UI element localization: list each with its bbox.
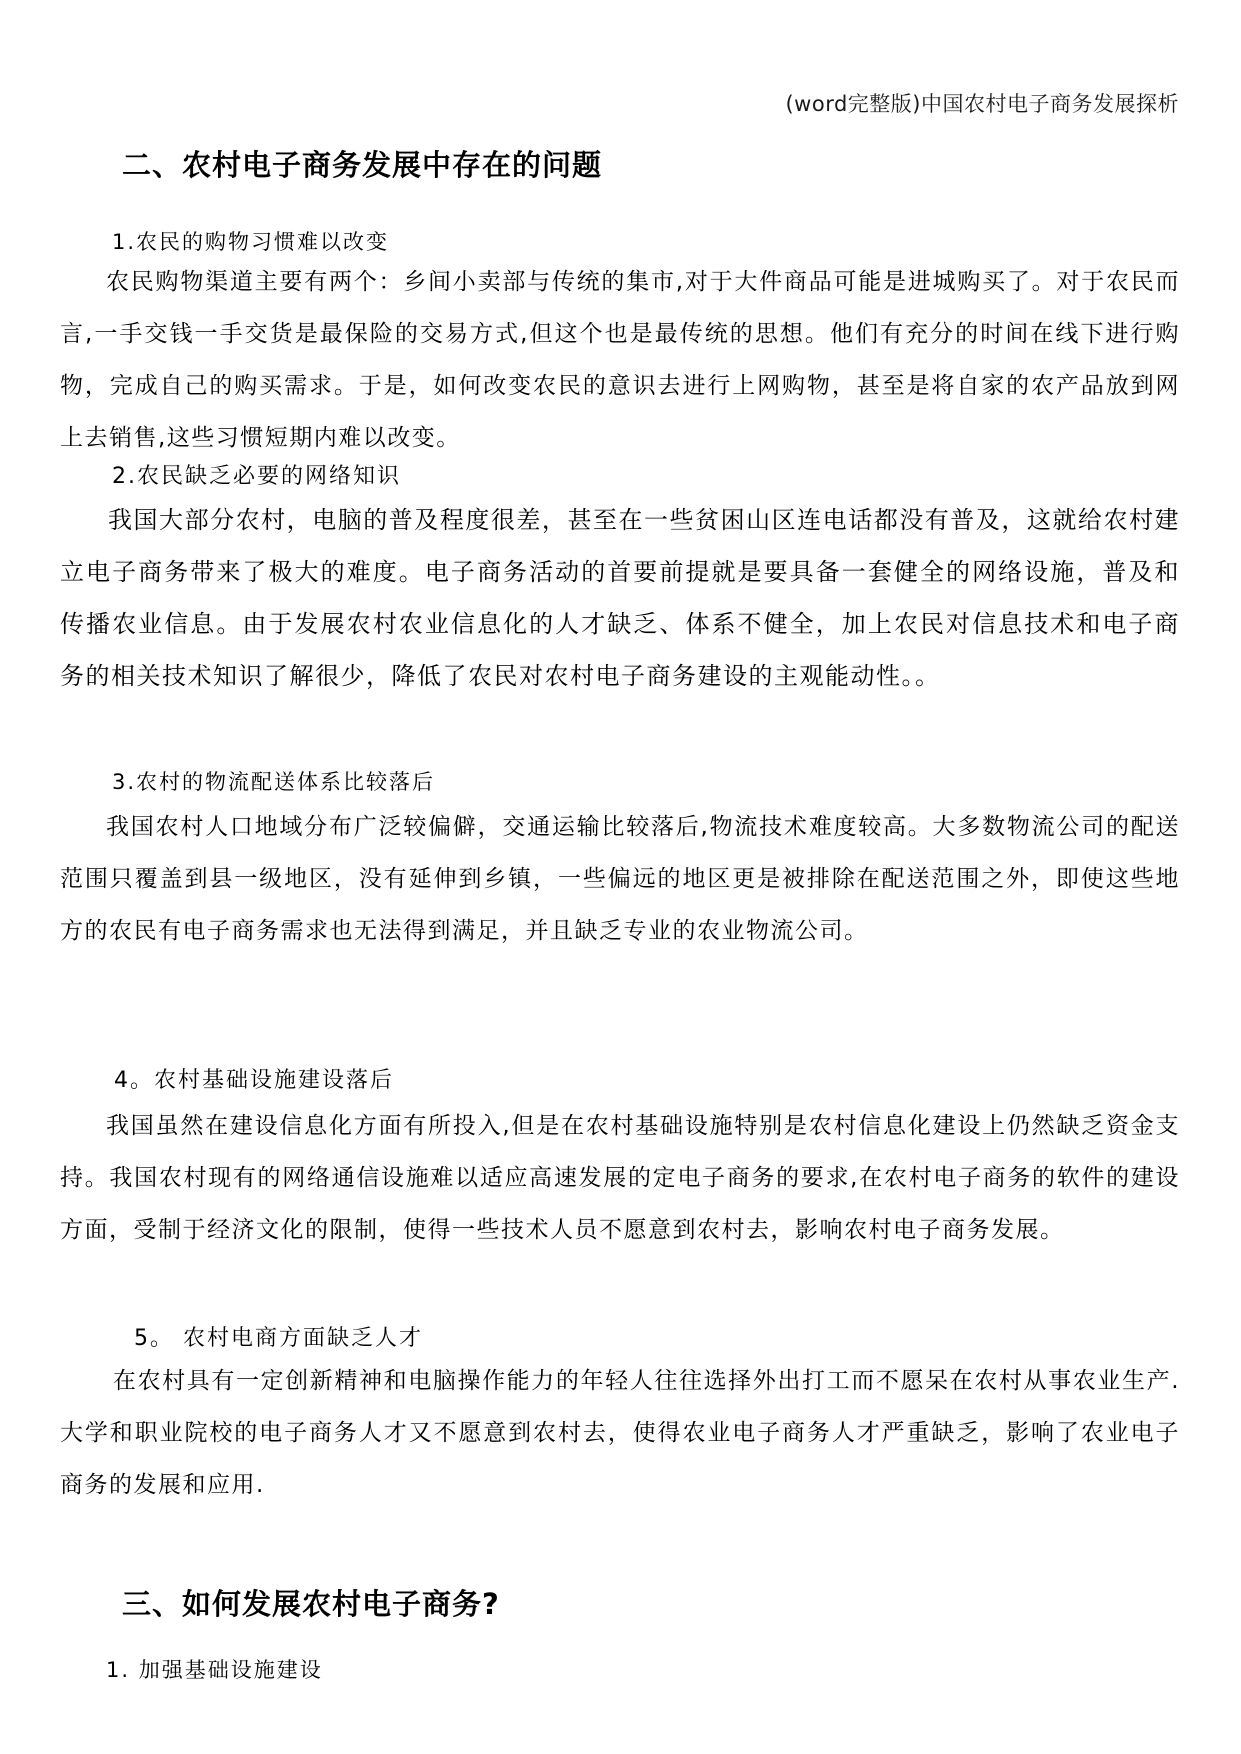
document-header-title: (word完整版)中国农村电子商务发展探析 [785,92,1179,116]
subheading-shopping-habits: 1.农民的购物习惯难以改变 [112,230,390,254]
subheading-talent: 5。 农村电商方面缺乏人才 [134,1326,423,1351]
paragraph-infrastructure: 我国虽然在建设信息化方面有所投入,但是在农村基础设施特别是农村信息化建设上仍然缺乏资金支持。我国农村现有的网络通信设施难以适应高速发展的定电子商务的要求,在农村电子商务的软件的建设方面，受制于经济文化的限制，使得一些技术人员不愿意到农村去，影响农村电子商务发展。 [60,1113,1180,1243]
paragraph-logistics: 我国农村人口地域分布广泛较偏僻，交通运输比较落后,物流技术难度较高。大多数物流公司的配送范围只覆盖到县一级地区，没有延伸到乡镇，一些偏远的地区更是被排除在配送范围之外，即使这些地方的农民有电子商务需求也无法得到满足，并且缺乏专业的农业物流公司。 [60,814,1180,944]
section-title-development: 三、如何发展农村电子商务? [122,1587,500,1621]
subheading-infrastructure: 4。农村基础设施建设落后 [114,1068,394,1093]
subheading-logistics: 3.农村的物流配送体系比较落后 [112,770,436,794]
paragraph-shopping-habits: 农民购物渠道主要有两个：乡间小卖部与传统的集市,对于大件商品可能是进城购买了。对于农民而言,一手交钱一手交货是最保险的交易方式,但这个也是最传统的思想。他们有充分的时间在线下进行购物，完成自己的购买需求。于是，如何改变农民的意识去进行上网购物，甚至是将自家的农产品放到网上去销售,这些习惯短期内难以改变。 [60,269,1180,451]
subheading-network-knowledge: 2.农民缺乏必要的网络知识 [112,464,401,489]
paragraph-network-knowledge: 我国大部分农村，电脑的普及程度很差，甚至在一些贫困山区连电话都没有普及，这就给农村建立电子商务带来了极大的难度。电子商务活动的首要前提就是要具备一套健全的网络设施，普及和传播农业信息。由于发展农村农业信息化的人才缺乏、体系不健全，加上农民对信息技术和电子商务的相关技术知识了解很少，降低了农民对农村电子商务建设的主观能动性。。 [60,506,1180,690]
paragraph-talent: 在农村具有一定创新精神和电脑操作能力的年轻人往往选择外出打工而不愿呆在农村从事农业生产. 大学和职业院校的电子商务人才又不愿意到农村去，使得农业电子商务人才严重缺乏，影响了农业电子商务的发展和应用. [60,1368,1180,1498]
subheading-strengthen-infrastructure: 1. 加强基础设施建设 [106,1658,323,1682]
section-title-problems: 二、农村电子商务发展中存在的问题 [122,148,603,182]
